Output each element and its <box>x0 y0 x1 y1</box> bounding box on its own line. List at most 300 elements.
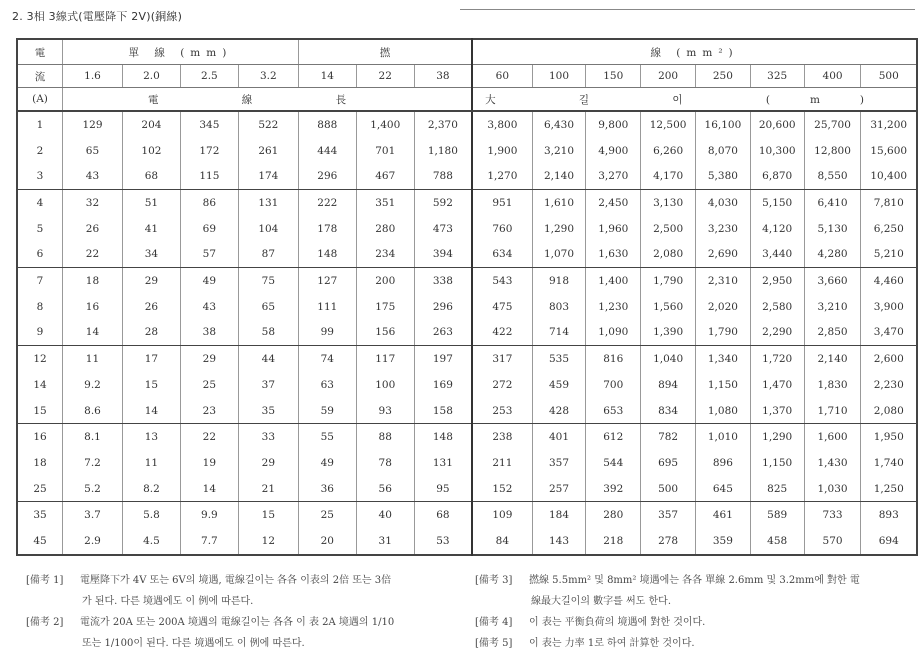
current-cell: 15 <box>17 398 63 424</box>
length-cell: 29 <box>122 268 180 294</box>
current-header-2: 流 <box>17 65 63 88</box>
length-cell: 218 <box>586 528 641 555</box>
length-cell: 1,390 <box>641 320 696 346</box>
length-header-left: 電 線 長 <box>63 88 473 112</box>
length-cell: 1,230 <box>586 294 641 320</box>
length-cell: 2,370 <box>414 111 472 138</box>
length-cell: 1,010 <box>696 424 751 450</box>
length-cell: 78 <box>356 450 414 476</box>
voltage-drop-table <box>16 38 918 556</box>
length-cell: 261 <box>238 138 298 164</box>
length-cell: 2,310 <box>696 268 751 294</box>
length-cell: 634 <box>472 242 532 268</box>
length-cell: 918 <box>532 268 586 294</box>
length-cell: 3,210 <box>804 294 861 320</box>
current-cell: 45 <box>33 535 47 548</box>
length-cell: 10,300 <box>750 138 804 164</box>
table-row <box>17 111 917 138</box>
length-cell: 238 <box>472 424 532 450</box>
current-unit-header: (A) <box>17 88 63 112</box>
length-cell: 32 <box>63 190 123 216</box>
length-cell: 3,660 <box>804 268 861 294</box>
table-row <box>17 502 917 528</box>
length-cell: 2,140 <box>804 346 861 372</box>
length-cell: 65 <box>238 294 298 320</box>
length-cell: 23 <box>180 398 238 424</box>
length-cell: 9,800 <box>586 111 641 138</box>
length-cell: 1,400 <box>356 111 414 138</box>
length-cell: 3,130 <box>641 190 696 216</box>
length-cell: 701 <box>356 138 414 164</box>
length-cell: 43 <box>180 294 238 320</box>
length-cell: 148 <box>414 424 472 450</box>
length-cell: 1,270 <box>472 163 532 189</box>
table-row <box>17 528 917 555</box>
length-cell: 234 <box>356 242 414 268</box>
length-cell: 49 <box>180 268 238 294</box>
length-cell: 338 <box>414 268 472 294</box>
length-cell: 21 <box>238 476 298 502</box>
length-cell: 2,690 <box>696 242 751 268</box>
length-cell: 1,790 <box>641 268 696 294</box>
length-cell: 18 <box>63 268 123 294</box>
length-cell: 5,380 <box>696 163 751 189</box>
note-text: 電壓降下가 4V 또는 6V의 境遇, 電線길이는 各各 이表의 2倍 또는 3倍 <box>80 575 392 586</box>
length-cell: 22 <box>180 424 238 450</box>
length-cell: 1,630 <box>586 242 641 268</box>
length-cell: 782 <box>641 424 696 450</box>
length-cell: 169 <box>414 372 472 398</box>
table-row <box>17 242 917 268</box>
length-cell: 461 <box>696 502 751 528</box>
length-cell: 8.1 <box>63 424 123 450</box>
length-cell: 15,600 <box>861 138 917 164</box>
length-cell: 87 <box>238 242 298 268</box>
length-cell: 111 <box>298 294 356 320</box>
note-text-continued: 또는 1/100이 된다. 다른 境遇에도 이 例에 따른다. <box>82 638 305 649</box>
length-cell: 184 <box>532 502 586 528</box>
length-cell: 2.9 <box>63 528 123 555</box>
strand-header-right: 線 (mm²) <box>472 39 917 65</box>
length-cell: 93 <box>356 398 414 424</box>
table-row <box>17 476 917 502</box>
length-cell: 816 <box>586 346 641 372</box>
length-header-right: 大 길 이 (m) <box>472 88 917 112</box>
length-cell: 25 <box>180 372 238 398</box>
current-cell: 7 <box>36 275 44 288</box>
single-wire-size: 1.6 <box>63 65 123 88</box>
length-cell: 317 <box>472 346 532 372</box>
length-cell: 15 <box>122 372 180 398</box>
strand-wire-size: 22 <box>356 65 414 88</box>
length-cell: 7,810 <box>861 190 917 216</box>
note <box>26 612 456 633</box>
length-cell: 1,290 <box>750 424 804 450</box>
length-cell: 4.5 <box>122 528 180 555</box>
length-cell: 88 <box>356 424 414 450</box>
current-cell: 35 <box>33 509 47 522</box>
length-cell: 148 <box>298 242 356 268</box>
length-cell: 951 <box>472 190 532 216</box>
length-cell: 257 <box>532 476 586 502</box>
length-cell: 473 <box>414 216 472 242</box>
length-cell: 26 <box>122 294 180 320</box>
length-cell: 263 <box>414 320 472 346</box>
table-row <box>17 320 917 346</box>
length-cell: 211 <box>472 450 532 476</box>
strand-wire-size: 150 <box>586 65 641 88</box>
length-cell: 58 <box>238 320 298 346</box>
length-cell: 44 <box>238 346 298 372</box>
note-tag: [備考 4] <box>475 617 513 628</box>
length-cell: 1,030 <box>804 476 861 502</box>
length-cell: 22 <box>63 242 123 268</box>
length-cell: 43 <box>63 163 123 189</box>
length-cell: 1,340 <box>696 346 751 372</box>
length-cell: 29 <box>238 450 298 476</box>
strand-wire-size: 38 <box>414 65 472 88</box>
length-cell: 86 <box>180 190 238 216</box>
length-cell: 12,800 <box>804 138 861 164</box>
table-row <box>17 346 917 372</box>
length-cell: 1,600 <box>804 424 861 450</box>
length-cell: 13 <box>122 424 180 450</box>
length-cell: 1,900 <box>472 138 532 164</box>
length-cell: 20 <box>298 528 356 555</box>
length-cell: 5,210 <box>861 242 917 268</box>
length-cell: 26 <box>63 216 123 242</box>
length-cell: 2,950 <box>750 268 804 294</box>
length-cell: 4,280 <box>804 242 861 268</box>
length-cell: 695 <box>641 450 696 476</box>
length-cell: 6,870 <box>750 163 804 189</box>
length-cell: 3.7 <box>63 502 123 528</box>
length-cell: 272 <box>472 372 532 398</box>
length-cell: 803 <box>532 294 586 320</box>
length-cell: 11 <box>63 346 123 372</box>
length-cell: 7.7 <box>180 528 238 555</box>
length-cell: 68 <box>414 502 472 528</box>
table-header <box>17 39 917 111</box>
length-cell: 351 <box>356 190 414 216</box>
length-cell: 5.8 <box>122 502 180 528</box>
length-cell: 733 <box>804 502 861 528</box>
length-cell: 29 <box>180 346 238 372</box>
length-cell: 422 <box>472 320 532 346</box>
current-cell: 18 <box>33 456 47 469</box>
length-cell: 8,070 <box>696 138 751 164</box>
length-cell: 570 <box>804 528 861 555</box>
length-cell: 17 <box>122 346 180 372</box>
table-row <box>17 424 917 450</box>
length-cell: 5.2 <box>63 476 123 502</box>
note-text-continued: 線最大길이의 數字를 써도 한다. <box>531 596 671 607</box>
length-cell: 12,500 <box>641 111 696 138</box>
current-cell: 12 <box>33 353 47 366</box>
length-cell: 20,600 <box>750 111 804 138</box>
length-cell: 175 <box>356 294 414 320</box>
length-cell: 15 <box>238 502 298 528</box>
length-cell: 95 <box>414 476 472 502</box>
length-cell: 2,140 <box>532 163 586 189</box>
length-cell: 760 <box>472 216 532 242</box>
current-cell: 14 <box>33 378 47 391</box>
table-row <box>17 372 917 398</box>
length-cell: 204 <box>122 111 180 138</box>
length-cell: 41 <box>122 216 180 242</box>
length-cell: 127 <box>298 268 356 294</box>
caption-rule <box>460 9 915 10</box>
length-cell: 3,900 <box>861 294 917 320</box>
length-cell: 612 <box>586 424 641 450</box>
length-cell: 5,150 <box>750 190 804 216</box>
length-cell: 1,430 <box>804 450 861 476</box>
length-cell: 1,290 <box>532 216 586 242</box>
length-cell: 2,850 <box>804 320 861 346</box>
length-cell: 392 <box>586 476 641 502</box>
note-tag: [備考 1] <box>26 575 64 586</box>
length-cell: 156 <box>356 320 414 346</box>
length-cell: 178 <box>298 216 356 242</box>
length-cell: 700 <box>586 372 641 398</box>
length-cell: 345 <box>180 111 238 138</box>
length-cell: 475 <box>472 294 532 320</box>
note-tag: [備考 5] <box>475 638 513 649</box>
length-cell: 278 <box>641 528 696 555</box>
strand-wire-size: 400 <box>804 65 861 88</box>
current-cell: 2 <box>36 144 44 157</box>
notes-right <box>475 570 915 654</box>
length-cell: 1,150 <box>750 450 804 476</box>
table-body <box>17 111 917 555</box>
current-cell: 4 <box>36 196 44 209</box>
length-cell: 535 <box>532 346 586 372</box>
length-cell: 894 <box>641 372 696 398</box>
length-cell: 357 <box>532 450 586 476</box>
length-cell: 25,700 <box>804 111 861 138</box>
note <box>475 612 915 633</box>
length-cell: 543 <box>472 268 532 294</box>
length-cell: 7.2 <box>63 450 123 476</box>
strand-wire-size: 14 <box>298 65 356 88</box>
length-cell: 40 <box>356 502 414 528</box>
length-cell: 1,250 <box>861 476 917 502</box>
length-cell: 1,560 <box>641 294 696 320</box>
length-cell: 1,950 <box>861 424 917 450</box>
length-cell: 893 <box>861 502 917 528</box>
length-cell: 401 <box>532 424 586 450</box>
strand-wire-size: 500 <box>861 65 917 88</box>
length-cell: 16,100 <box>696 111 751 138</box>
length-cell: 788 <box>414 163 472 189</box>
current-cell: 6 <box>17 242 63 268</box>
strand-wire-size: 60 <box>472 65 532 88</box>
length-cell: 359 <box>696 528 751 555</box>
length-cell: 31,200 <box>861 111 917 138</box>
note-text: 이 表는 平衡負荷의 境遇에 對한 것이다. <box>529 617 706 628</box>
current-cell: 3 <box>17 163 63 189</box>
length-cell: 714 <box>532 320 586 346</box>
length-cell: 57 <box>180 242 238 268</box>
length-cell: 222 <box>298 190 356 216</box>
length-cell: 49 <box>298 450 356 476</box>
length-cell: 74 <box>298 346 356 372</box>
length-cell: 59 <box>298 398 356 424</box>
length-cell: 174 <box>238 163 298 189</box>
note-tag: [備考 2] <box>26 617 64 628</box>
length-cell: 102 <box>122 138 180 164</box>
length-cell: 3,440 <box>750 242 804 268</box>
length-cell: 55 <box>298 424 356 450</box>
length-cell: 825 <box>750 476 804 502</box>
length-cell: 172 <box>180 138 238 164</box>
length-cell: 38 <box>180 320 238 346</box>
notes-left <box>26 570 456 654</box>
length-cell: 500 <box>641 476 696 502</box>
length-cell: 428 <box>532 398 586 424</box>
length-cell: 99 <box>298 320 356 346</box>
single-wire-header: 單 線 (mm) <box>63 39 299 65</box>
single-wire-size: 2.0 <box>122 65 180 88</box>
current-cell: 9 <box>17 320 63 346</box>
length-cell: 100 <box>356 372 414 398</box>
current-cell: 1 <box>36 118 44 131</box>
length-cell: 200 <box>356 268 414 294</box>
length-cell: 31 <box>356 528 414 555</box>
length-cell: 3,210 <box>532 138 586 164</box>
length-cell: 12 <box>238 528 298 555</box>
length-cell: 117 <box>356 346 414 372</box>
length-cell: 653 <box>586 398 641 424</box>
note-tag: [備考 3] <box>475 575 513 586</box>
table-row <box>17 398 917 424</box>
length-cell: 4,460 <box>861 268 917 294</box>
length-cell: 467 <box>356 163 414 189</box>
single-wire-size: 2.5 <box>180 65 238 88</box>
length-cell: 1,080 <box>696 398 751 424</box>
note <box>475 570 915 591</box>
length-cell: 19 <box>180 450 238 476</box>
length-cell: 444 <box>298 138 356 164</box>
length-cell: 544 <box>586 450 641 476</box>
length-cell: 25 <box>298 502 356 528</box>
length-cell: 143 <box>532 528 586 555</box>
length-cell: 84 <box>472 528 532 555</box>
current-header-1: 電 <box>17 39 63 65</box>
length-cell: 1,070 <box>532 242 586 268</box>
length-cell: 4,900 <box>586 138 641 164</box>
current-cell: 25 <box>17 476 63 502</box>
length-cell: 158 <box>414 398 472 424</box>
length-cell: 1,040 <box>641 346 696 372</box>
length-cell: 592 <box>414 190 472 216</box>
length-cell: 8.2 <box>122 476 180 502</box>
strand-wire-size: 100 <box>532 65 586 88</box>
length-cell: 1,150 <box>696 372 751 398</box>
length-cell: 68 <box>122 163 180 189</box>
length-cell: 5,130 <box>804 216 861 242</box>
length-cell: 1,370 <box>750 398 804 424</box>
length-cell: 3,470 <box>861 320 917 346</box>
length-cell: 1,610 <box>532 190 586 216</box>
length-cell: 6,430 <box>532 111 586 138</box>
length-cell: 115 <box>180 163 238 189</box>
strand-wire-size: 200 <box>641 65 696 88</box>
length-cell: 1,710 <box>804 398 861 424</box>
length-cell: 1,400 <box>586 268 641 294</box>
strand-wire-size: 325 <box>750 65 804 88</box>
length-cell: 888 <box>298 111 356 138</box>
length-cell: 694 <box>861 528 917 555</box>
length-cell: 1,720 <box>750 346 804 372</box>
length-cell: 131 <box>414 450 472 476</box>
table-row <box>17 294 917 320</box>
length-cell: 1,740 <box>861 450 917 476</box>
length-cell: 14 <box>122 398 180 424</box>
length-cell: 11 <box>122 450 180 476</box>
length-cell: 1,830 <box>804 372 861 398</box>
length-cell: 253 <box>472 398 532 424</box>
length-cell: 357 <box>641 502 696 528</box>
length-cell: 197 <box>414 346 472 372</box>
length-cell: 33 <box>238 424 298 450</box>
length-cell: 296 <box>414 294 472 320</box>
length-cell: 2,450 <box>586 190 641 216</box>
length-cell: 36 <box>298 476 356 502</box>
length-cell: 6,260 <box>641 138 696 164</box>
strand-wire-size: 250 <box>696 65 751 88</box>
table-row <box>17 450 917 476</box>
length-cell: 69 <box>180 216 238 242</box>
length-cell: 1,790 <box>696 320 751 346</box>
single-wire-size: 3.2 <box>238 65 298 88</box>
length-cell: 1,180 <box>414 138 472 164</box>
length-cell: 4,030 <box>696 190 751 216</box>
length-cell: 51 <box>122 190 180 216</box>
table-row <box>17 268 917 294</box>
length-cell: 14 <box>180 476 238 502</box>
note <box>475 633 915 654</box>
length-cell: 2,580 <box>750 294 804 320</box>
length-cell: 131 <box>238 190 298 216</box>
note-text: 電流가 20A 또는 200A 境遇의 電線길이는 各各 이 表 2A 境遇의 1/10 <box>80 617 395 628</box>
length-cell: 8.6 <box>63 398 123 424</box>
length-cell: 589 <box>750 502 804 528</box>
length-cell: 129 <box>63 111 123 138</box>
length-cell: 896 <box>696 450 751 476</box>
table-row <box>17 216 917 242</box>
length-cell: 63 <box>298 372 356 398</box>
length-cell: 3,230 <box>696 216 751 242</box>
length-cell: 109 <box>472 502 532 528</box>
length-cell: 1,470 <box>750 372 804 398</box>
strand-header-left: 撚 <box>298 39 472 65</box>
length-cell: 6,250 <box>861 216 917 242</box>
note <box>26 570 456 591</box>
current-cell: 5 <box>36 222 44 235</box>
length-cell: 56 <box>356 476 414 502</box>
length-cell: 65 <box>63 138 123 164</box>
length-cell: 6,410 <box>804 190 861 216</box>
length-cell: 458 <box>750 528 804 555</box>
length-cell: 2,020 <box>696 294 751 320</box>
length-cell: 3,270 <box>586 163 641 189</box>
length-cell: 9.9 <box>180 502 238 528</box>
length-cell: 4,170 <box>641 163 696 189</box>
length-cell: 2,080 <box>641 242 696 268</box>
length-cell: 37 <box>238 372 298 398</box>
table-row <box>17 138 917 164</box>
